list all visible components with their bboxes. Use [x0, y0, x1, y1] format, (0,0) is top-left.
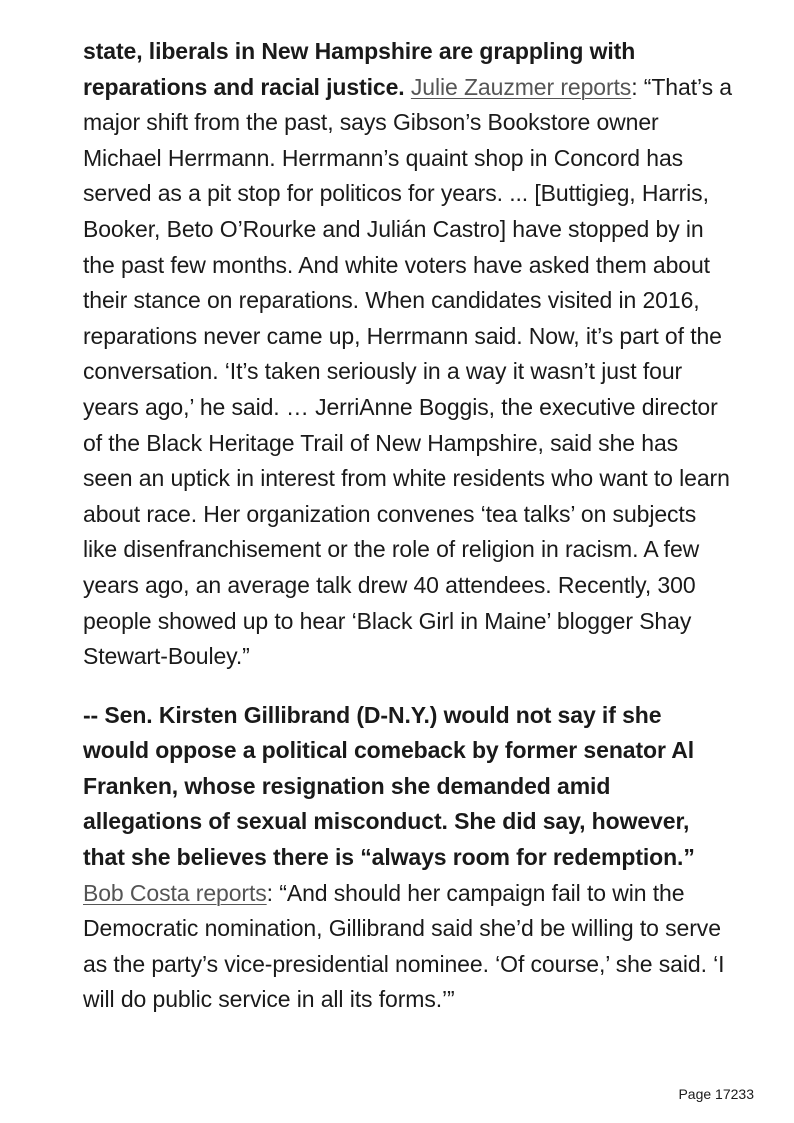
- paragraph-quote: “And should her campaign fail to win the Democratic nomination, Gillibrand said she’d be willing to serve as the party’s vice-presidential nominee. ‘Of course,’ she said. ‘I will do public service in all its forms.’”: [83, 879, 725, 1013]
- page-number: Page 17233: [678, 1086, 754, 1102]
- paragraph-lead: state, liberals in New Hampshire are grappling with reparations and racial justice.: [83, 38, 636, 100]
- link-colon: :: [266, 879, 273, 906]
- reporter-link-julie-zauzmer[interactable]: Julie Zauzmer reports: [410, 73, 632, 100]
- link-colon: :: [631, 73, 638, 100]
- paragraph-quote: “That’s a major shift from the past, says Gibson’s Bookstore owner Michael Herrmann. Herrmann’s quaint shop in Concord has served as a pit stop for politicos for years. ... [Buttigieg, Harris, Booker, Beto O’Rourke and Julián Castro] have stopped by in the past few months. And white voters have asked them about their stance on reparations. When candidates visited in 2016, reparations never came up, Herrmann said. Now, it’s part of the conversation. ‘It’s taken seriously in a way it wasn’t just four years ago,’ he said. … JerriAnne Boggis, the executive director of the Black Heritage Trail of New Hampshire, said she has seen an uptick in interest from white residents who want to learn about race. Her organization convenes ‘tea talks’ on subjects like disenfranchisement or the role of religion in racism. A few years ago, an average talk drew 40 attendees. Recently, 300 people showed up to hear ‘Black Girl in Maine’ blogger Shay Stewart-Bouley.”: [83, 73, 732, 670]
- reporter-link-bob-costa[interactable]: Bob Costa reports: [83, 879, 267, 906]
- paragraph-reparations: [83, 34, 733, 675]
- paragraph-gillibrand: [83, 698, 733, 1018]
- article-body: [83, 34, 733, 1018]
- paragraph-lead: -- Sen. Kirsten Gillibrand (D-N.Y.) would not say if she would oppose a political comeback by former senator Al Franken, whose resignation she demanded amid allegations of sexual misconduct. She did say, however, that she believes there is “always room for redemption.”: [83, 701, 695, 871]
